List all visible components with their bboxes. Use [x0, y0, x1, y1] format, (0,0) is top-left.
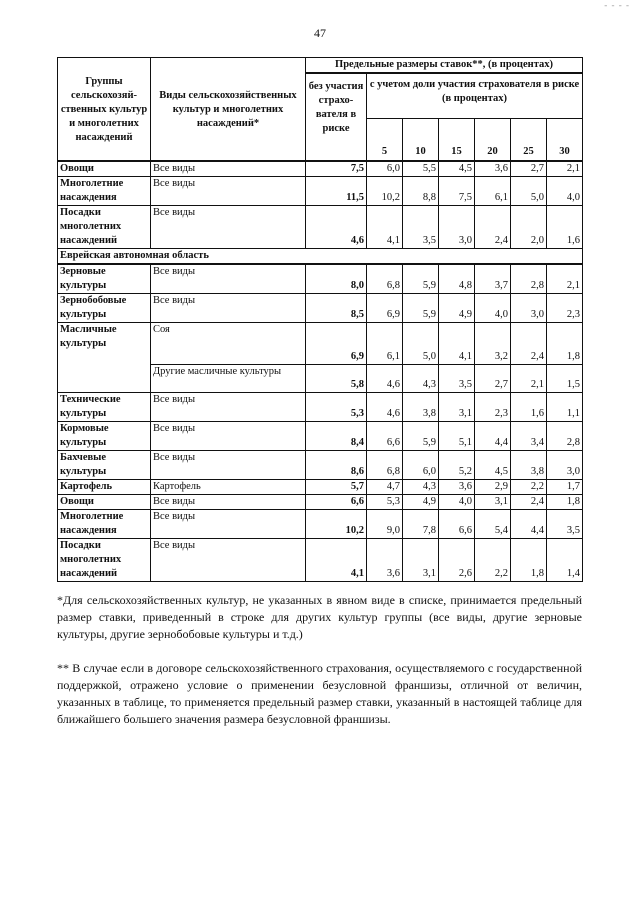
row-rate: 5,0: [403, 323, 439, 365]
row-group: Многолетние насаждения: [58, 510, 151, 539]
row-rate: 3,5: [439, 365, 475, 393]
row-kind: Все виды: [151, 161, 306, 177]
row-kind: Все виды: [151, 264, 306, 294]
row-rate: 2,9: [475, 480, 511, 495]
row-group: Картофель: [58, 480, 151, 495]
row-rate: 2,8: [511, 264, 547, 294]
row-rate: 2,4: [511, 495, 547, 510]
row-group: Бахчевые культуры: [58, 451, 151, 480]
row-rate: 3,6: [367, 539, 403, 582]
row-rate: 4,7: [367, 480, 403, 495]
header-group: Группы сельскохозяй-ственных культур и многолетних насаждений: [58, 58, 151, 162]
header-pct: 5: [367, 119, 403, 162]
row-rate: 5,3: [367, 495, 403, 510]
row-base-rate: 5,7: [306, 480, 367, 495]
row-rate: 4,1: [439, 323, 475, 365]
row-rate: 6,6: [439, 510, 475, 539]
row-rate: 2,3: [547, 294, 583, 323]
row-rate: 4,9: [439, 294, 475, 323]
row-rate: 1,6: [547, 206, 583, 249]
row-rate: 3,2: [475, 323, 511, 365]
row-rate: 2,6: [439, 539, 475, 582]
footnote-2: ** В случае если в договоре сельскохозяйственного страхования, осуществляемого с государственной поддержкой, отражено условие о применении безусловной франшизы, отличной от величин, указанных в таблице, то применяется предельный размер ставки, указанный в настоящей таблице для ближайшего большего значения размера безусловной франшизы.: [57, 661, 582, 726]
row-rate: 3,0: [439, 206, 475, 249]
row-rate: 1,6: [511, 393, 547, 422]
row-kind: Картофель: [151, 480, 306, 495]
row-rate: 4,0: [475, 294, 511, 323]
header-pct: 25: [511, 119, 547, 162]
row-base-rate: 5,3: [306, 393, 367, 422]
row-base-rate: 7,5: [306, 161, 367, 177]
row-group: Кормовые культуры: [58, 422, 151, 451]
row-base-rate: 8,6: [306, 451, 367, 480]
row-kind: Все виды: [151, 422, 306, 451]
row-kind: Соя: [151, 323, 306, 365]
row-rate: 4,6: [367, 393, 403, 422]
row-kind: Все виды: [151, 294, 306, 323]
header-kind: Виды сельскохозяйственных культур и многолетних насаждений*: [151, 58, 306, 162]
row-rate: 3,6: [439, 480, 475, 495]
table-row: [58, 177, 583, 206]
row-rate: 5,0: [511, 177, 547, 206]
row-group: Зерновые культуры: [58, 264, 151, 294]
row-rate: 3,5: [403, 206, 439, 249]
row-rate: 6,8: [367, 451, 403, 480]
row-rate: 2,8: [547, 422, 583, 451]
table-row: [58, 451, 583, 480]
row-rate: 2,7: [475, 365, 511, 393]
row-base-rate: 8,4: [306, 422, 367, 451]
row-group: Масличные культуры: [58, 323, 151, 393]
row-rate: 1,8: [547, 495, 583, 510]
table-row: [58, 294, 583, 323]
row-base-rate: 8,5: [306, 294, 367, 323]
row-rate: 3,1: [475, 495, 511, 510]
row-group: Многолетние насаждения: [58, 177, 151, 206]
row-group: Овощи: [58, 495, 151, 510]
table-row: [58, 323, 583, 365]
header-row-1: [58, 58, 583, 74]
row-rate: 4,3: [403, 480, 439, 495]
row-rate: 3,7: [475, 264, 511, 294]
region-row: [58, 249, 583, 265]
row-rate: 1,8: [511, 539, 547, 582]
row-rate: 4,5: [475, 451, 511, 480]
header-no-participation: без участия страхо-вателя в риске: [306, 73, 367, 161]
page-number: 47: [314, 26, 326, 40]
row-rate: 5,2: [439, 451, 475, 480]
row-rate: 3,5: [547, 510, 583, 539]
row-kind: Все виды: [151, 510, 306, 539]
row-group: Технические культуры: [58, 393, 151, 422]
row-rate: 5,9: [403, 294, 439, 323]
row-rate: 4,5: [439, 161, 475, 177]
corner-mark: - - - -: [604, 0, 630, 10]
row-rate: 4,3: [403, 365, 439, 393]
footnote-1: *Для сельскохозяйственных культур, не указанных в явном виде в списке, принимается предельный размер ставки, приведенный в строке для других культур группы (все виды, другие зерновые культуры, другие зернобобовые культуры и т.д.): [57, 593, 582, 641]
table-row: [58, 206, 583, 249]
row-rate: 1,4: [547, 539, 583, 582]
row-rate: 7,8: [403, 510, 439, 539]
row-rate: 2,2: [511, 480, 547, 495]
row-base-rate: 11,5: [306, 177, 367, 206]
region-title: Еврейская автономная область: [58, 249, 583, 265]
row-rate: 4,0: [439, 495, 475, 510]
row-kind: Другие масличные культуры: [151, 365, 306, 393]
row-rate: 3,6: [475, 161, 511, 177]
row-base-rate: 4,6: [306, 206, 367, 249]
row-group: Зернобобовые культуры: [58, 294, 151, 323]
row-rate: 2,0: [511, 206, 547, 249]
row-rate: 3,1: [403, 539, 439, 582]
row-rate: 5,5: [403, 161, 439, 177]
row-rate: 6,1: [475, 177, 511, 206]
row-rate: 2,1: [547, 264, 583, 294]
row-rate: 3,4: [511, 422, 547, 451]
header-limit: Предельные размеры ставок**, (в процентах): [306, 58, 583, 74]
row-rate: 6,6: [367, 422, 403, 451]
row-rate: 4,1: [367, 206, 403, 249]
row-rate: 5,9: [403, 264, 439, 294]
row-rate: 4,4: [475, 422, 511, 451]
row-kind: Все виды: [151, 539, 306, 582]
row-kind: Все виды: [151, 393, 306, 422]
row-base-rate: 4,1: [306, 539, 367, 582]
row-base-rate: 10,2: [306, 510, 367, 539]
row-kind: Все виды: [151, 451, 306, 480]
row-base-rate: 6,9: [306, 323, 367, 365]
table-row: [58, 480, 583, 495]
table-row: [58, 393, 583, 422]
row-rate: 4,9: [403, 495, 439, 510]
table-row: [58, 510, 583, 539]
row-rate: 2,7: [511, 161, 547, 177]
row-rate: 5,4: [475, 510, 511, 539]
row-group: Посадки многолетних насаждений: [58, 206, 151, 249]
row-rate: 4,6: [367, 365, 403, 393]
row-base-rate: 8,0: [306, 264, 367, 294]
row-rate: 7,5: [439, 177, 475, 206]
header-pct: 10: [403, 119, 439, 162]
row-rate: 2,1: [511, 365, 547, 393]
row-rate: 2,3: [475, 393, 511, 422]
header-with-participation: с учетом доли участия страхователя в риске (в процентах): [367, 73, 583, 119]
header-pct: 15: [439, 119, 475, 162]
row-rate: 3,8: [511, 451, 547, 480]
row-rate: 3,1: [439, 393, 475, 422]
row-rate: 6,0: [403, 451, 439, 480]
table-row: [58, 422, 583, 451]
row-rate: 10,2: [367, 177, 403, 206]
row-rate: 6,9: [367, 294, 403, 323]
row-rate: 6,0: [367, 161, 403, 177]
row-rate: 4,0: [547, 177, 583, 206]
row-rate: 2,1: [547, 161, 583, 177]
row-group: Посадки многолетних насаждений: [58, 539, 151, 582]
row-rate: 8,8: [403, 177, 439, 206]
row-base-rate: 5,8: [306, 365, 367, 393]
row-rate: 1,1: [547, 393, 583, 422]
row-rate: 5,1: [439, 422, 475, 451]
row-rate: 5,9: [403, 422, 439, 451]
table-row: [58, 264, 583, 294]
row-rate: 2,4: [475, 206, 511, 249]
row-rate: 1,8: [547, 323, 583, 365]
row-rate: 4,4: [511, 510, 547, 539]
rates-table: [57, 57, 583, 582]
row-group: Овощи: [58, 161, 151, 177]
row-rate: 1,7: [547, 480, 583, 495]
row-kind: Все виды: [151, 177, 306, 206]
row-rate: 1,5: [547, 365, 583, 393]
table-row: [58, 539, 583, 582]
row-base-rate: 6,6: [306, 495, 367, 510]
row-rate: 2,2: [475, 539, 511, 582]
row-rate: 3,0: [511, 294, 547, 323]
header-pct: 20: [475, 119, 511, 162]
table-row: [58, 161, 583, 177]
row-kind: Все виды: [151, 206, 306, 249]
row-rate: 3,0: [547, 451, 583, 480]
row-kind: Все виды: [151, 495, 306, 510]
row-rate: 2,4: [511, 323, 547, 365]
row-rate: 9,0: [367, 510, 403, 539]
row-rate: 6,1: [367, 323, 403, 365]
table-row: [58, 495, 583, 510]
header-pct: 30: [547, 119, 583, 162]
row-rate: 3,8: [403, 393, 439, 422]
row-rate: 4,8: [439, 264, 475, 294]
row-rate: 6,8: [367, 264, 403, 294]
